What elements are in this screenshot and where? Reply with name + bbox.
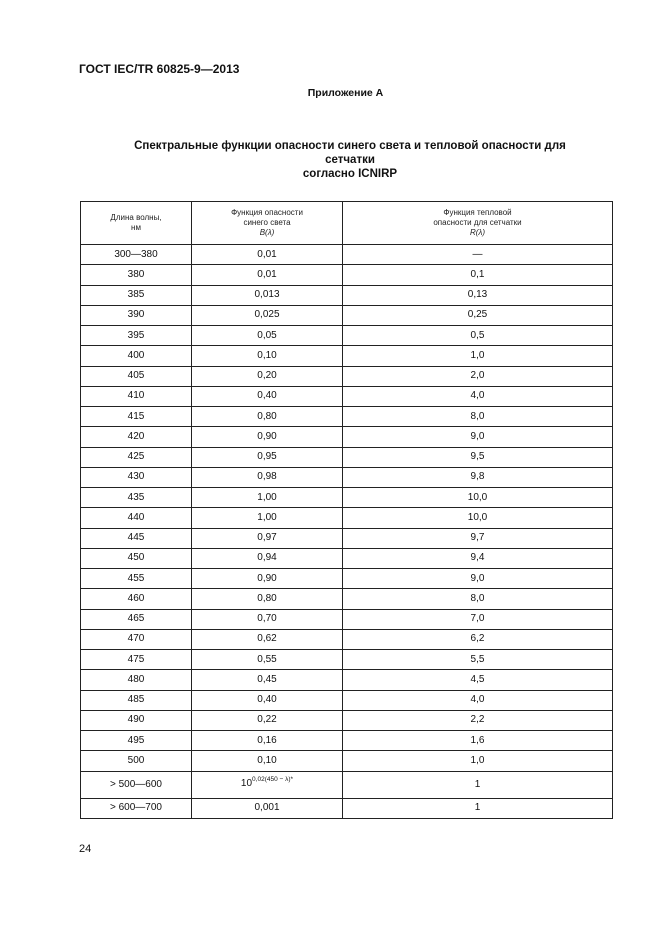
cell-blue-hazard: 0,013 [192,285,343,305]
cell-wavelength: 300—380 [81,245,192,265]
table-row [81,447,613,467]
cell-thermal-hazard: 4,0 [343,690,613,710]
page-number: 24 [79,843,92,855]
table-row-formula [81,771,613,798]
cell-wavelength: 485 [81,690,192,710]
table-header-row [81,202,613,245]
cell-thermal-hazard: 8,0 [343,407,613,427]
table-row [81,407,613,427]
cell-blue-hazard: 0,80 [192,589,343,609]
cell-thermal-hazard: 1,0 [343,346,613,366]
table-row [81,508,613,528]
cell-wavelength: 460 [81,589,192,609]
cell-blue-hazard: 0,45 [192,670,343,690]
table-row [81,326,613,346]
cell-thermal-hazard: 1 [343,771,613,798]
cell-blue-hazard: 0,10 [192,751,343,771]
cell-wavelength: 380 [81,265,192,285]
table-row [81,731,613,751]
hazard-functions-table [80,201,613,819]
cell-blue-hazard: 0,01 [192,245,343,265]
table-row [81,427,613,447]
cell-wavelength: 490 [81,710,192,730]
cell-thermal-hazard: 2,2 [343,710,613,730]
cell-thermal-hazard: 9,7 [343,528,613,548]
cell-wavelength: 455 [81,569,192,589]
table-row [81,366,613,386]
cell-wavelength: 475 [81,650,192,670]
table-row [81,629,613,649]
cell-wavelength: 495 [81,731,192,751]
cell-thermal-hazard: 4,5 [343,670,613,690]
cell-thermal-hazard: 0,13 [343,285,613,305]
table-title [110,139,590,181]
cell-thermal-hazard: 1,6 [343,731,613,751]
cell-wavelength: 395 [81,326,192,346]
cell-thermal-hazard: 9,4 [343,548,613,568]
cell-blue-hazard: 0,55 [192,650,343,670]
table-row [81,650,613,670]
cell-blue-hazard-formula [192,771,343,798]
cell-wavelength: 450 [81,548,192,568]
cell-thermal-hazard: 1,0 [343,751,613,771]
table-row [81,751,613,771]
table-row [81,346,613,366]
cell-blue-hazard: 0,22 [192,710,343,730]
cell-thermal-hazard: 0,25 [343,305,613,325]
cell-thermal-hazard: 5,5 [343,650,613,670]
cell-thermal-hazard: 6,2 [343,629,613,649]
table-row [81,528,613,548]
cell-blue-hazard: 0,025 [192,305,343,325]
cell-blue-hazard: 0,95 [192,447,343,467]
table-row [81,285,613,305]
cell-blue-hazard: 0,90 [192,569,343,589]
cell-blue-hazard: 1,00 [192,508,343,528]
cell-blue-hazard: 0,80 [192,407,343,427]
cell-thermal-hazard: 10,0 [343,508,613,528]
cell-blue-hazard: 0,98 [192,467,343,487]
document-code: ГОСТ IEC/TR 60825-9—2013 [79,62,240,76]
cell-wavelength: 415 [81,407,192,427]
cell-thermal-hazard: 9,0 [343,569,613,589]
table-row [81,569,613,589]
cell-blue-hazard: 0,16 [192,731,343,751]
table-row [81,609,613,629]
cell-wavelength: 425 [81,447,192,467]
formula-exponent: 0,02(450 − λ)* [252,776,294,783]
cell-blue-hazard: 0,001 [192,798,343,818]
cell-wavelength: 405 [81,366,192,386]
table-row [81,710,613,730]
table-row [81,690,613,710]
cell-thermal-hazard: 9,8 [343,467,613,487]
table-body [81,245,613,819]
cell-wavelength: 465 [81,609,192,629]
cell-thermal-hazard: 1 [343,798,613,818]
cell-wavelength: 445 [81,528,192,548]
cell-thermal-hazard: 10,0 [343,488,613,508]
cell-wavelength: 420 [81,427,192,447]
table-row [81,245,613,265]
cell-thermal-hazard: 9,5 [343,447,613,467]
cell-blue-hazard: 0,40 [192,690,343,710]
cell-thermal-hazard: 2,0 [343,366,613,386]
cell-blue-hazard: 0,62 [192,629,343,649]
cell-blue-hazard: 0,90 [192,427,343,447]
header-wavelength: Длина волны, нм [81,202,192,245]
cell-wavelength: 500 [81,751,192,771]
cell-wavelength: 410 [81,386,192,406]
cell-wavelength: 470 [81,629,192,649]
cell-blue-hazard: 0,01 [192,265,343,285]
cell-blue-hazard: 0,05 [192,326,343,346]
formula-base: 10 [240,778,253,789]
cell-wavelength: 400 [81,346,192,366]
table-row [81,305,613,325]
cell-blue-hazard: 0,10 [192,346,343,366]
cell-thermal-hazard: 9,0 [343,427,613,447]
table-row [81,589,613,609]
cell-blue-hazard: 0,94 [192,548,343,568]
cell-blue-hazard: 0,40 [192,386,343,406]
table-row [81,467,613,487]
cell-wavelength: 440 [81,508,192,528]
cell-thermal-hazard: 4,0 [343,386,613,406]
table-row [81,386,613,406]
cell-wavelength: > 600—700 [81,798,192,818]
cell-wavelength: 390 [81,305,192,325]
cell-thermal-hazard: — [343,245,613,265]
table-title-line-1: Спектральные функции опасности синего света и тепловой опасности для сетчатки [134,140,566,166]
table-row [81,265,613,285]
cell-blue-hazard: 0,20 [192,366,343,386]
table-title-line-2: согласно ICNIRP [302,168,398,180]
header-thermal-hazard: Функция тепловой опасности для сетчатки R(λ) [343,202,613,245]
appendix-label: Приложение А [307,87,384,99]
cell-thermal-hazard: 0,5 [343,326,613,346]
header-blue-hazard: Функция опасности синего света B(λ) [192,202,343,245]
table-row [81,798,613,818]
cell-wavelength: 435 [81,488,192,508]
table-row [81,548,613,568]
table-row [81,670,613,690]
cell-thermal-hazard: 8,0 [343,589,613,609]
table-row [81,488,613,508]
cell-blue-hazard: 1,00 [192,488,343,508]
cell-wavelength: 430 [81,467,192,487]
cell-thermal-hazard: 0,1 [343,265,613,285]
cell-blue-hazard: 0,70 [192,609,343,629]
cell-wavelength: > 500—600 [81,771,192,798]
cell-thermal-hazard: 7,0 [343,609,613,629]
cell-blue-hazard: 0,97 [192,528,343,548]
cell-wavelength: 385 [81,285,192,305]
cell-wavelength: 480 [81,670,192,690]
